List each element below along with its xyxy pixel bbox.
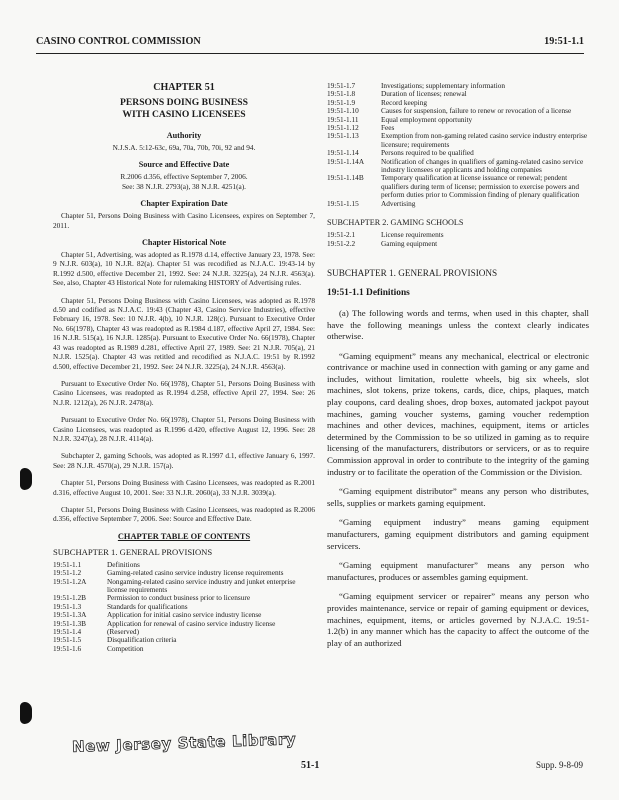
toc-entry-title: Standards for qualifications — [107, 601, 188, 611]
toc-entry-number: 19:51-1.1 — [53, 559, 82, 569]
toc-entry-number: 19:51-1.14A — [327, 156, 365, 166]
toc-entry-number: 19:51-1.14 — [327, 148, 359, 158]
header-title: CASINO CONTROL COMMISSION — [36, 36, 201, 47]
toc-entry-number: 19:51-2.2 — [327, 238, 356, 248]
toc-entry-title: Permission to conduct business prior to licensure — [107, 593, 251, 603]
toc-entry-number: 19:51-1.12 — [327, 123, 359, 133]
source-line: R.2006 d.356, effective September 7, 2006. — [120, 172, 248, 182]
toc-left-table — [53, 561, 315, 653]
toc-entry-number: 19:51-2.1 — [327, 230, 356, 240]
authority-text: N.J.S.A. 5:12-63c, 69a, 70a, 70b, 70i, 92 and 94. — [112, 143, 256, 152]
chapter-number: CHAPTER 51 — [153, 82, 215, 93]
expiration-text: Chapter 51, Persons Doing Business with Casino Licensees, expires on September 7, 2011. — [53, 211, 315, 230]
toc-entry-number: 19:51-1.8 — [327, 89, 356, 99]
toc-right-table — [327, 82, 589, 208]
toc-entry-number: 19:51-1.2A — [53, 576, 87, 586]
library-stamp: New Jersey State Library — [71, 730, 297, 756]
expiration-heading: Chapter Expiration Date — [140, 199, 228, 209]
toc-entry-title: Definitions — [107, 559, 140, 569]
toc-sub2-table — [327, 231, 589, 248]
history-para: Pursuant to Executive Order No. 66(1978), Chapter 51, Persons Doing Business with Casino Licensees, was readopted as R.1996 d.420, effective August 12, 1996. See: 28 N.J.R. 3247(a), 28 N.J.R. 4114(a). — [53, 415, 315, 443]
toc-entry — [53, 628, 315, 636]
history-para: Chapter 51, Persons Doing Business with Casino Licensees, was readopted as R.2001 d.316, effective August 10, 2001. See: 33 N.J.R. 2060(a), 33 N.J.R. 3039(a). — [53, 478, 315, 497]
toc-entry-title: Nongaming-related casino service industry and junket enterprise license requirements — [107, 576, 296, 594]
body-para: “Gaming equipment industry” means gaming equipment manufacturers, gaming equipment distributors and gaming equipment servicers. — [327, 517, 589, 551]
body-para: “Gaming equipment” means any mechanical, electrical or electronic contrivance or machine used in connection with gaming or any game and includes, without limitation, roulette wheels, big six wheels, slot machines, slot tokens, prize tokens, cards, dice, chips, plaques, match play coupons, card dealing shoes, drop boxes, automated jackpot payout machines, gaming voucher systems, gaming voucher redemption machines and other devices, machines, equipment, items or articles determined by the Commission to be so utilized in gaming as to require licensing of the manufacturers, distributors or servicers, or as to require Commission approval in order to contribute to the integrity of the gaming industry or to facilitate the operation of the Commission or the Division. — [327, 350, 589, 477]
section-heading: 19:51-1.1 Definitions — [327, 287, 410, 298]
body-para: “Gaming equipment distributor” means any person who distributes, sells, supplies or markets gaming equipment. — [327, 486, 589, 508]
toc-entry — [53, 636, 315, 644]
body-para: (a) The following words and terms, when used in this chapter, shall have the following meanings unless the context clearly indicates otherwise. — [327, 307, 589, 342]
right-column — [327, 82, 589, 657]
toc-subchapter2-heading: SUBCHAPTER 2. GAMING SCHOOLS — [327, 218, 464, 228]
toc-heading: CHAPTER TABLE OF CONTENTS — [117, 531, 251, 541]
toc-entry-number: 19:51-1.3 — [53, 601, 82, 611]
toc-entry-title: Temporary qualification at license issuance or renewal; pendent qualifiers during term of license; permission to exercise powers and perform duties prior to Commission finding of plenary qualification — [381, 173, 580, 200]
toc-entry-number: 19:51-1.3B — [53, 618, 87, 628]
toc-entry — [327, 174, 589, 199]
toc-entry — [327, 116, 589, 124]
toc-entry-number: 19:51-1.15 — [327, 198, 359, 208]
authority-heading: Authority — [166, 131, 202, 140]
toc-entry-title: Disqualification criteria — [107, 635, 177, 645]
history-para: Pursuant to Executive Order No. 66(1978), Chapter 51, Persons Doing Business with Casino Licensees, was readopted as R.1994 d.258, effective April 27, 1994. See: 26 N.J.R. 1212(a), 26 N.J.R. 2478(a). — [53, 378, 315, 407]
source-text — [53, 172, 315, 191]
header-rule — [36, 53, 584, 54]
body-para: “Gaming equipment manufacturer” means any person who manufactures, produces or assembles gaming equipment. — [327, 560, 589, 582]
toc-entry-title: Persons required to be qualified — [381, 148, 474, 158]
punch-hole-mark — [20, 468, 32, 490]
history-para: Chapter 51, Persons Doing Business with Casino Licensees, was readopted as R.2006 d.356, effective September 7, 2006. See: Source and Effective Date. — [53, 504, 315, 524]
chapter-title-line: WITH CASINO LICENSEES — [122, 109, 246, 120]
toc-entry — [53, 645, 315, 653]
toc-entry — [327, 200, 589, 208]
history-para: Chapter 51, Persons Doing Business with Casino Licensees, was adopted as R.1978 d.50 and codified as N.J.A.C. 19:43 (Chapter 43, Casino Service Industries), effective February 16, 1978. See: 10 N.J.R. 4(b), 10 N.J.R. 128(c). Pursuant to Executive Order No. 66(1978), Chapter 43 was readopted as R.1984 d.187, effective April 27, 1984. See: 16 N.J.R. 515(a), 16 N.J.R. 1285(a). Pursuant to Executive Order No. 66(1978), Chapter 43 was readopted as R.1989 d.281, effective April 27, 1989. See: 21 N.J.R. 705(a), 21 N.J.R. 1525(a). Chapter 43 was retitled and recodified as N.J.A.C. 19:51 by R.1992 d.500, effective December 21, 1992. See: 24 N.J.R. 3225(a), 24 N.J.R. 4563(a). — [53, 295, 315, 371]
toc-entry-title: Gaming equipment — [381, 238, 438, 248]
source-line: See: 38 N.J.R. 2793(a), 38 N.J.R. 4251(a). — [121, 181, 247, 191]
toc-entry-title: Fees — [381, 123, 395, 133]
toc-entry-number: 19:51-1.6 — [53, 643, 82, 653]
toc-entry — [327, 158, 589, 175]
toc-entry-title: Duration of licenses; renewal — [381, 89, 467, 99]
toc-entry-number: 19:51-1.3A — [53, 610, 87, 620]
toc-entry — [327, 132, 589, 149]
main-subchapter-heading: SUBCHAPTER 1. GENERAL PROVISIONS — [327, 267, 498, 278]
toc-entry — [327, 231, 589, 239]
history-para: Subchapter 2, gaming Schools, was adopted as R.1997 d.1, effective January 6, 1997. See: 28 N.J.R. 4570(a), 29 N.J.R. 157(a). — [53, 451, 315, 470]
toc-entry-title: Exemption from non-gaming related casino service industry enterprise licensure; requirements — [381, 131, 588, 149]
left-column — [53, 82, 315, 653]
toc-entry-number: 19:51-1.5 — [53, 635, 82, 645]
toc-entry-number: 19:51-1.2 — [53, 568, 82, 578]
toc-entry-title: Causes for suspension, failure to renew or revocation of a license — [381, 106, 572, 116]
toc-entry-number: 19:51-1.10 — [327, 106, 359, 116]
toc-entry-title: License requirements — [381, 230, 444, 240]
toc-entry-title: Application for initial casino service industry license — [107, 610, 262, 620]
toc-entry — [327, 240, 589, 248]
toc-subchapter-heading: SUBCHAPTER 1. GENERAL PROVISIONS — [53, 546, 213, 557]
history-para: Chapter 51, Advertising, was adopted as R.1978 d.14, effective January 23, 1978. See: 9 N.J.R. 603(a), 10 N.J.R. 82(a). Chapter 51 was recodified as N.J.A.C. 19:43-14 by R.1992 d.500, effective December 21, 1992. See: 24 N.J.R. 3225(a), 24 N.J.R. 4563(a). See, also, Chapter 43 Historical Note for rulemaking HISTORY of Advertising rules. — [53, 250, 315, 288]
toc-entry-title: Equal employment opportunity — [381, 114, 473, 124]
toc-entry-number: 19:51-1.9 — [327, 97, 356, 107]
toc-entry-title: (Reserved) — [107, 627, 140, 637]
history-heading: Chapter Historical Note — [142, 238, 226, 248]
toc-entry-number: 19:51-1.13 — [327, 131, 359, 141]
supplement-date: Supp. 9-8-09 — [536, 760, 583, 770]
punch-hole-mark — [20, 702, 32, 724]
toc-entry-number: 19:51-1.2B — [53, 593, 87, 603]
toc-entry-title: Application for renewal of casino service industry license — [107, 618, 276, 628]
toc-entry-title: Record keeping — [381, 97, 427, 107]
toc-entry — [53, 578, 315, 595]
toc-entry-title: Notification of changes in qualifiers of gaming-related casino service industry licensees or applicants and holding companies — [381, 156, 584, 175]
chapter-title-line: PERSONS DOING BUSINESS — [120, 97, 248, 108]
toc-entry-title: Competition — [107, 643, 144, 653]
toc-entry — [327, 90, 589, 98]
toc-entry-number: 19:51-1.7 — [327, 81, 356, 90]
toc-entry-number: 19:51-1.11 — [327, 114, 359, 124]
running-header — [36, 36, 584, 51]
toc-entry-number: 19:51-1.4 — [53, 627, 82, 637]
body-para: “Gaming equipment servicer or repairer” means any person who provides maintenance, service or repair of gaming equipment or devices, machines, equipment, items, or articles governed by N.J.A.C. 19:51-1.2(b) in any manner which has the capacity to affect the outcome of the play of an authorized — [327, 591, 589, 648]
toc-entry-title: Investigations; supplementary information — [381, 81, 506, 90]
toc-entry-title: Gaming-related casino service industry license requirements — [107, 568, 284, 578]
toc-entry-number: 19:51-1.14B — [327, 173, 364, 183]
toc-entry — [53, 620, 315, 628]
chapter-title — [53, 97, 315, 121]
header-section: 19:51-1.1 — [544, 36, 584, 47]
toc-entry-title: Advertising — [381, 198, 416, 208]
source-heading: Source and Effective Date — [138, 160, 230, 170]
page-number: 51-1 — [301, 760, 320, 771]
